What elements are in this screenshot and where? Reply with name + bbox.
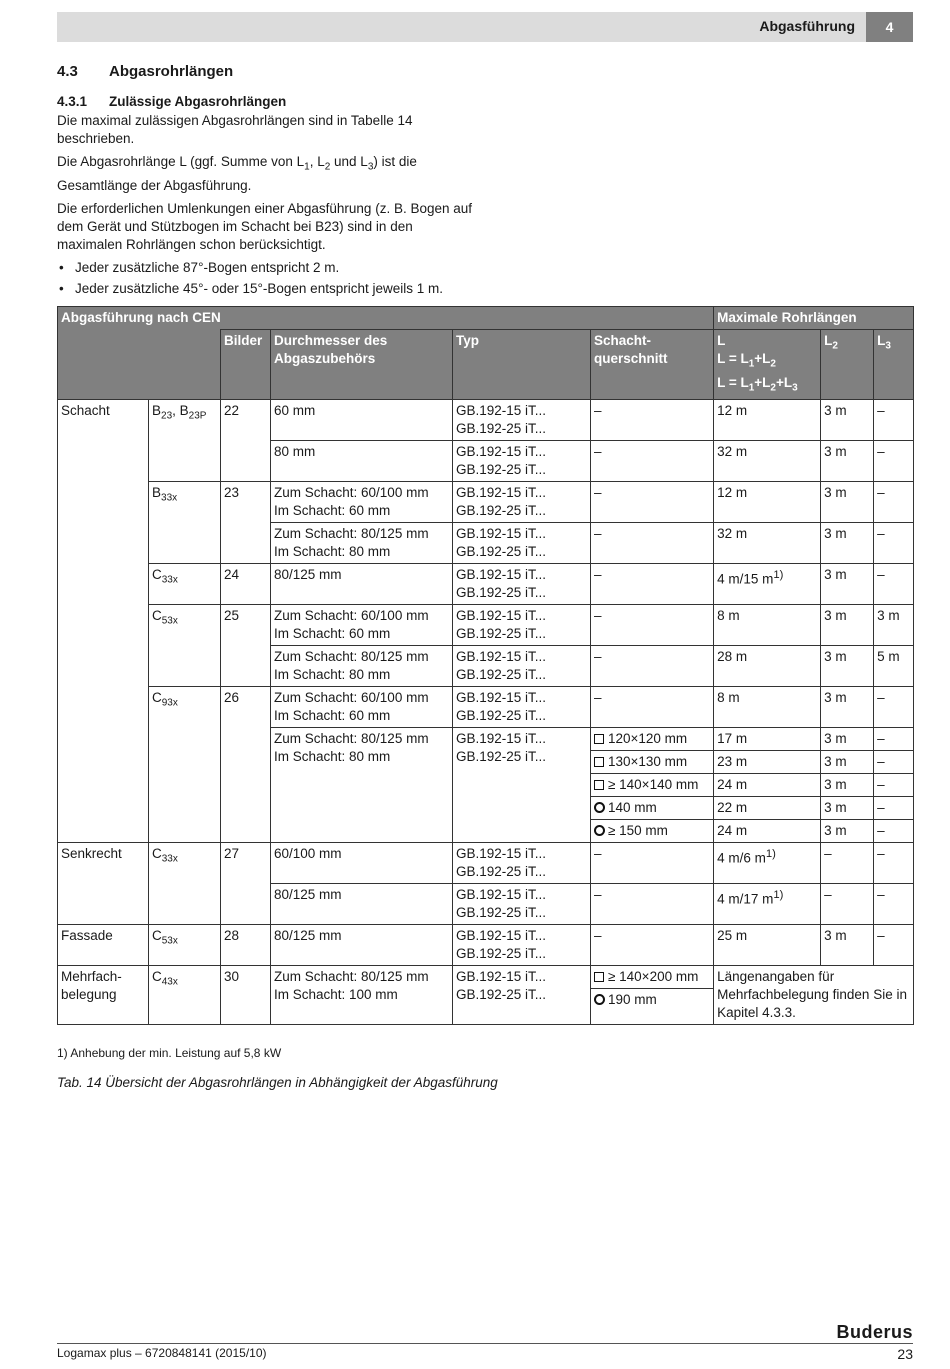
table-row: Zum Schacht: 80/125 mm Im Schacht: 80 mm GB.192-15 iT... GB.192-25 iT... – 32 m 3 m – <box>58 523 914 564</box>
table-row: Zum Schacht: 80/125 mm Im Schacht: 80 mm GB.192-15 iT... GB.192-25 iT... – 28 m 3 m 5 m <box>58 646 914 687</box>
header-l3: $L_3$ <box>874 330 914 400</box>
page-number: 23 <box>897 1346 913 1362</box>
table-row: Schacht $B_{23}$, $B_{23P}$ 22 60 mm GB.192-15 iT... GB.192-25 iT... – 12 m 3 m – <box>58 400 914 441</box>
header-l2: $L_2$ <box>821 330 874 400</box>
header-max: Maximale Rohrlängen <box>714 307 914 330</box>
table-row: 80/125 mm GB.192-15 iT... GB.192-25 iT... – 4 m/17 $m^{1)}$ – – <box>58 884 914 925</box>
table-caption: Tab. 14 Übersicht der Abgasrohrlängen in Abhängigkeit der Abgasführung <box>57 1075 498 1090</box>
header-cen: Abgasführung nach CEN <box>58 307 714 330</box>
paragraph: Die maximal zulässigen Abgasrohrlängen sind in Tabelle 14 beschrieben. <box>57 113 413 146</box>
category-cell: Schacht <box>58 400 149 843</box>
square-icon <box>594 972 604 982</box>
brand-logo: Buderus <box>836 1322 913 1342</box>
table-row: Fassade $C_{53x}$ 28 80/125 mm GB.192-15 iT... GB.192-25 iT... – 25 m 3 m – <box>58 925 914 966</box>
chapter-number: 4 <box>866 12 913 42</box>
square-icon <box>594 780 604 790</box>
table-row: $C_{33x}$ 24 80/125 mm GB.192-15 iT... GB.192-25 iT... – 4 m/15 $m^{1)}$ 3 m – <box>58 564 914 605</box>
list-item: • Jeder zusätzliche 45°- oder 15°-Bogen entspricht jeweils 1 m. <box>57 280 477 298</box>
header-title: Abgasführung <box>759 18 855 34</box>
table-row: Senkrecht $C_{33x}$ 27 60/100 mm GB.192-15 iT... GB.192-25 iT... – 4 m/6 $m^{1)}$ – – <box>58 843 914 884</box>
body-text <box>57 112 477 301</box>
header-typ: Typ <box>453 330 591 400</box>
flue-length-table <box>57 306 914 1025</box>
table-row: $C_{53x}$ 25 Zum Schacht: 60/100 mm Im Schacht: 60 mm GB.192-15 iT... GB.192-25 iT... – 8 m 3 m 3 m <box>58 605 914 646</box>
square-icon <box>594 734 604 744</box>
table-row: Mehrfach-belegung $C_{43x}$ 30 Zum Schacht: 80/125 mm Im Schacht: 100 mm GB.192-15 iT... GB.192-25 iT... ≥ 140×200 mm Längenangaben für Mehrfachbelegung finden Sie in Kapitel 4.3.3. <box>58 966 914 989</box>
header-schacht: Schacht-querschnitt <box>591 330 714 400</box>
type-cell: $B_{23}$, $B_{23P}$ <box>149 400 221 482</box>
table-row: Zum Schacht: 80/125 mm Im Schacht: 80 mm GB.192-15 iT... GB.192-25 iT... 120×120 mm 17 m 3 m – <box>58 728 914 751</box>
footnote: 1) Anhebung der min. Leistung auf 5,8 kW <box>57 1046 282 1060</box>
list-item: • Jeder zusätzliche 87°-Bogen entspricht 2 m. <box>57 259 477 277</box>
footer-doc: Logamax plus – 6720848141 (2015/10) <box>57 1346 267 1360</box>
section-heading: 4.3 Abgasrohrlängen <box>57 63 234 80</box>
table-row: $C_{93x}$ 26 Zum Schacht: 60/100 mm Im Schacht: 60 mm GB.192-15 iT... GB.192-25 iT... – 8 m 3 m – <box>58 687 914 728</box>
header-empty <box>58 330 221 400</box>
header-l: L $L = L_1+L_2$ $L = L_1+L_2+L_3$ <box>714 330 821 400</box>
table-row: 190 mm <box>58 989 914 1025</box>
table-row: 130×130 mm 23 m 3 m – <box>58 751 914 774</box>
header-bilder: Bilder <box>221 330 271 400</box>
table-row: 80 mm GB.192-15 iT... GB.192-25 iT... – 32 m 3 m – <box>58 441 914 482</box>
paragraph: Die Abgasrohrlänge L (ggf. Summe von $L_1$, $L_2$ und $L_3$) ist die Gesamtlänge der Abgasführung. <box>57 154 417 193</box>
table-row: $B_{33x}$ 23 Zum Schacht: 60/100 mm Im Schacht: 60 mm GB.192-15 iT... GB.192-25 iT... – 12 m 3 m – <box>58 482 914 523</box>
table-row: ≥ 150 mm 24 m 3 m – <box>58 820 914 843</box>
header-durchmesser: Durchmesser des Abgaszubehörs <box>271 330 453 400</box>
bullet-list <box>57 259 477 298</box>
paragraph: Die erforderlichen Umlenkungen einer Abgasführung (z. B. Bogen auf dem Gerät und Stützbogen im Schacht bei B23) sind in den maximalen Rohrlängen schon berücksichtigt. <box>57 200 472 252</box>
circle-icon <box>594 825 605 836</box>
page-header <box>57 12 913 42</box>
footer-divider <box>57 1343 913 1344</box>
table-row: 140 mm 22 m 3 m – <box>58 797 914 820</box>
table-row: ≥ 140×140 mm 24 m 3 m – <box>58 774 914 797</box>
subsection-heading: 4.3.1 Zulässige Abgasrohrlängen <box>57 94 287 109</box>
circle-icon <box>594 802 605 813</box>
circle-icon <box>594 994 605 1005</box>
square-icon <box>594 757 604 767</box>
